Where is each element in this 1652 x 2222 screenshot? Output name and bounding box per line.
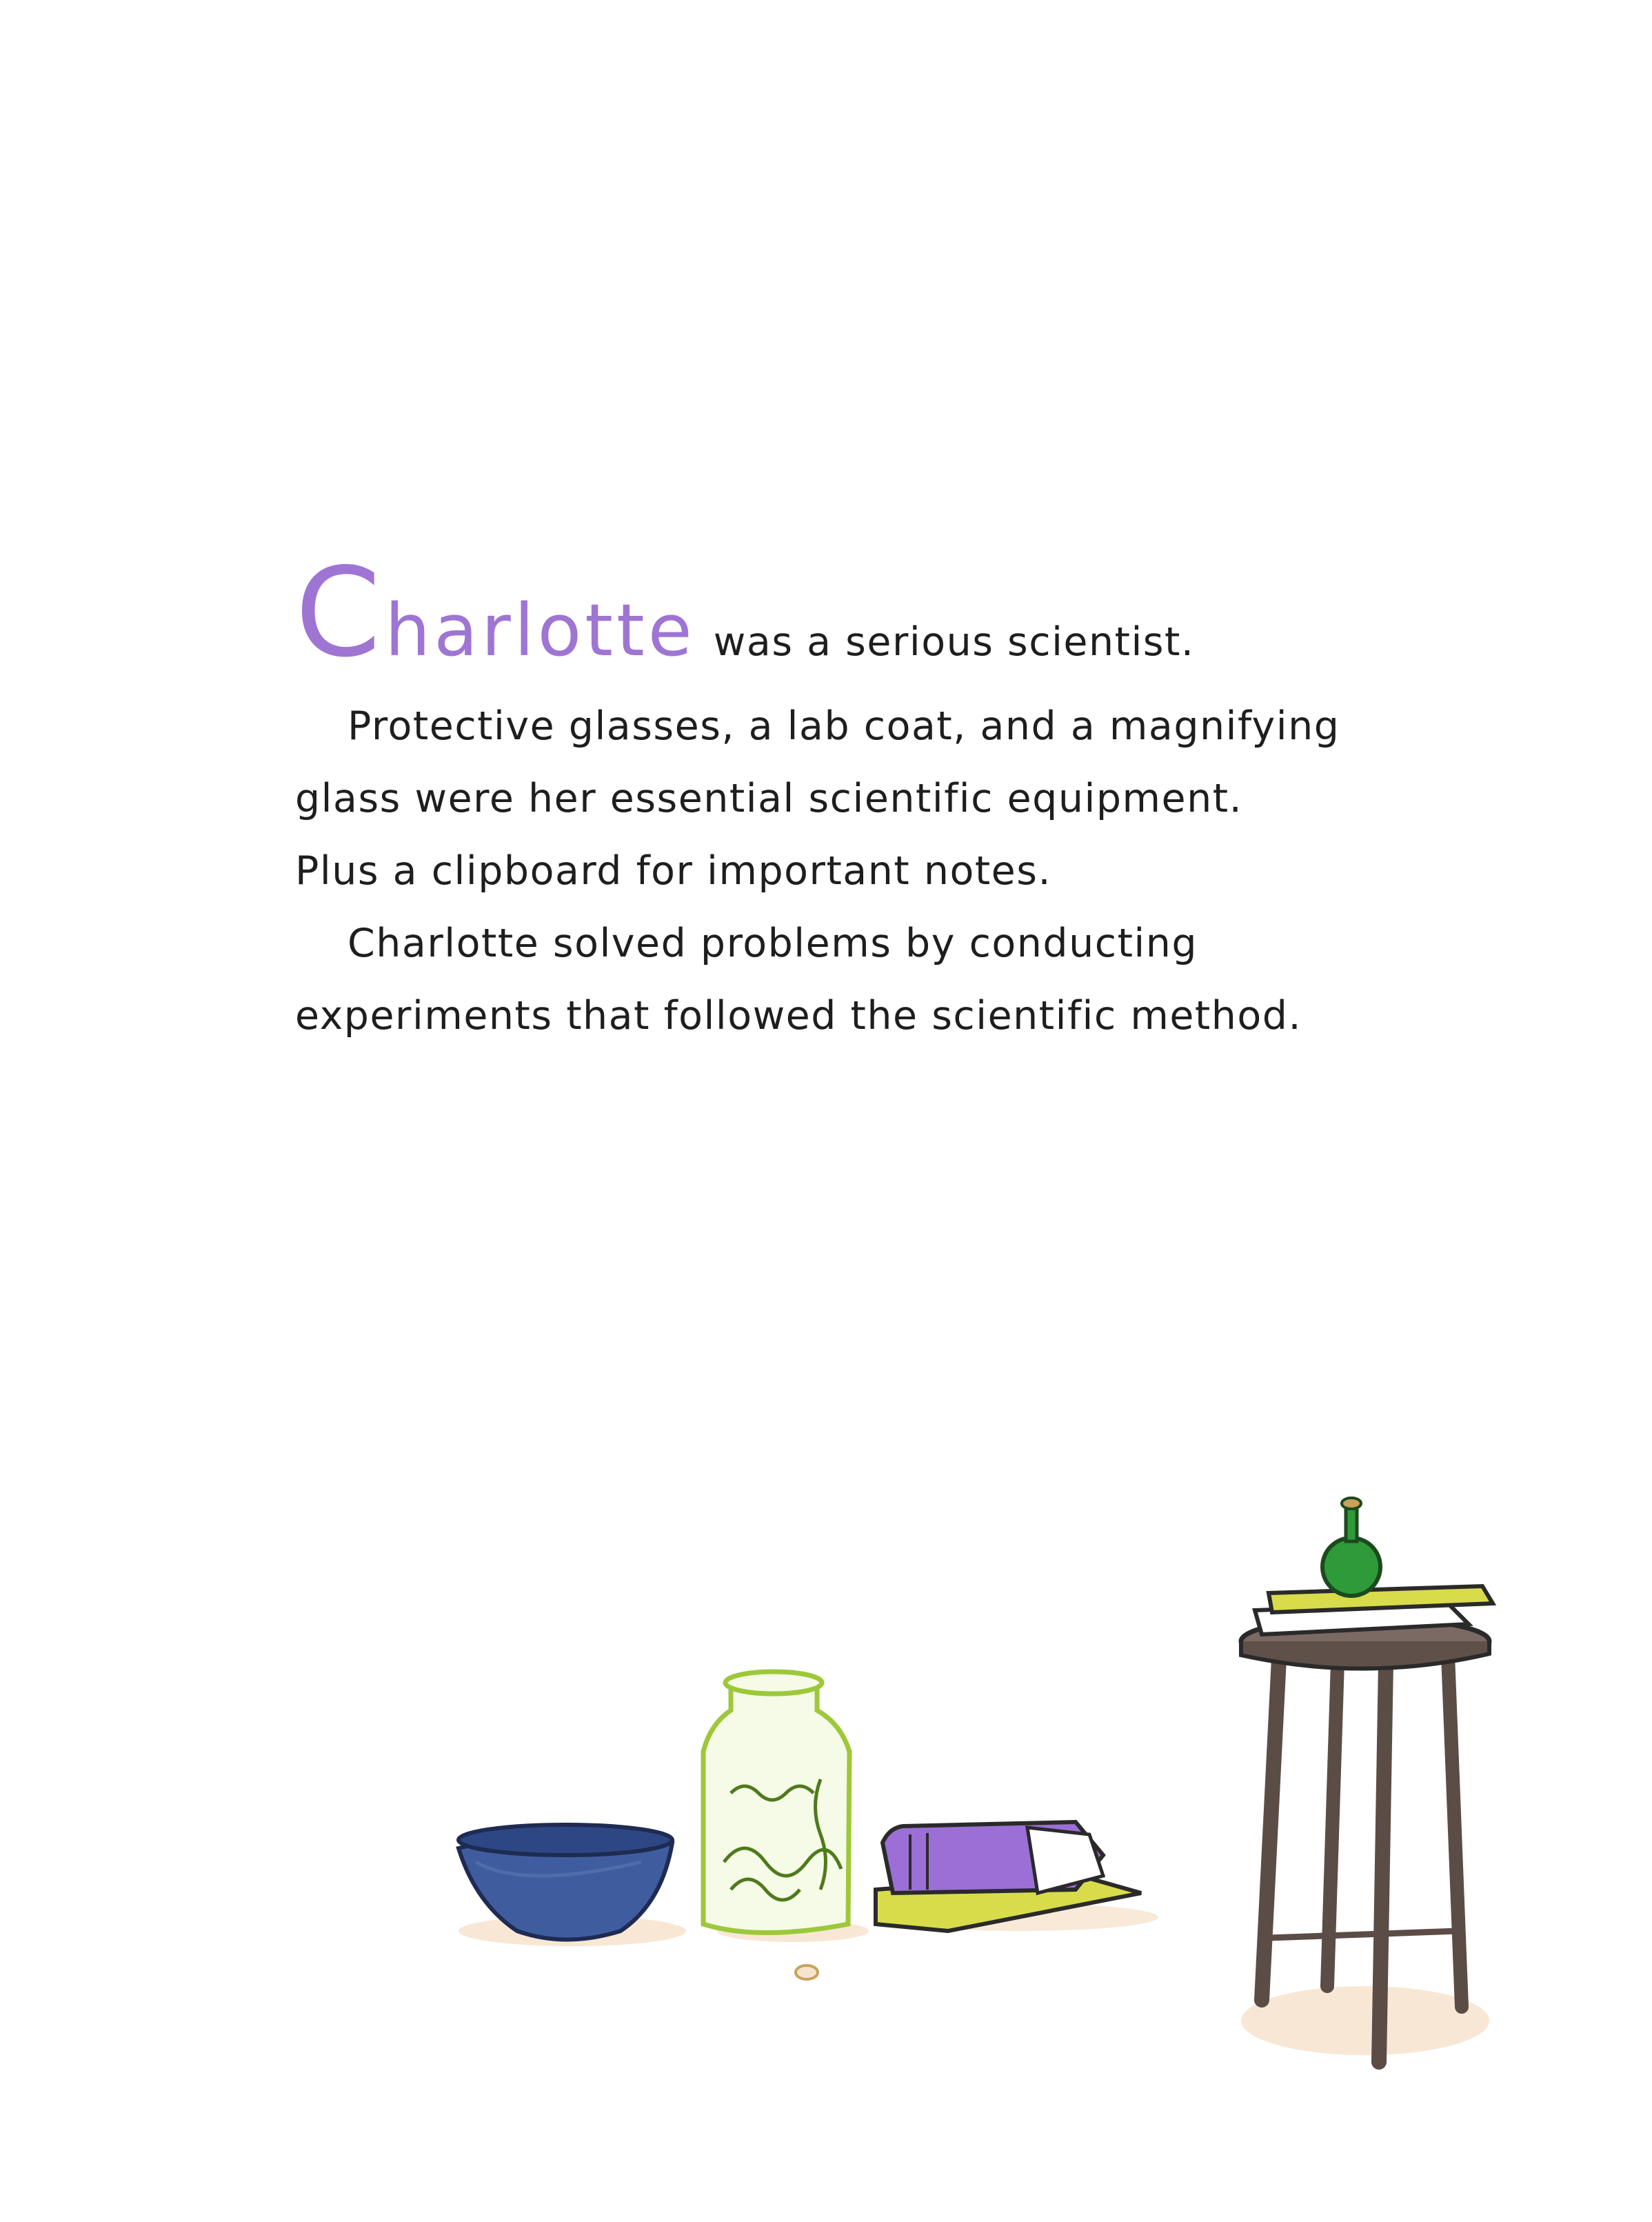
story-line-5: Charlotte solved problems by conducting	[347, 921, 1198, 966]
flask-icon	[1322, 1498, 1380, 1596]
line1-text: was a serious scientist.	[713, 619, 1195, 665]
story-line-4: Plus a clipboard for important notes.	[295, 848, 1052, 894]
lead-word-rest: harlotte	[385, 588, 696, 672]
drop-cap: C	[295, 541, 381, 684]
story-line-3: glass were her essential scientific equipment.	[295, 776, 1243, 821]
story-line-6: experiments that followed the scientific method.	[295, 993, 1302, 1039]
story-line-2: Protective glasses, a lab coat, and a magnifying	[347, 703, 1340, 749]
